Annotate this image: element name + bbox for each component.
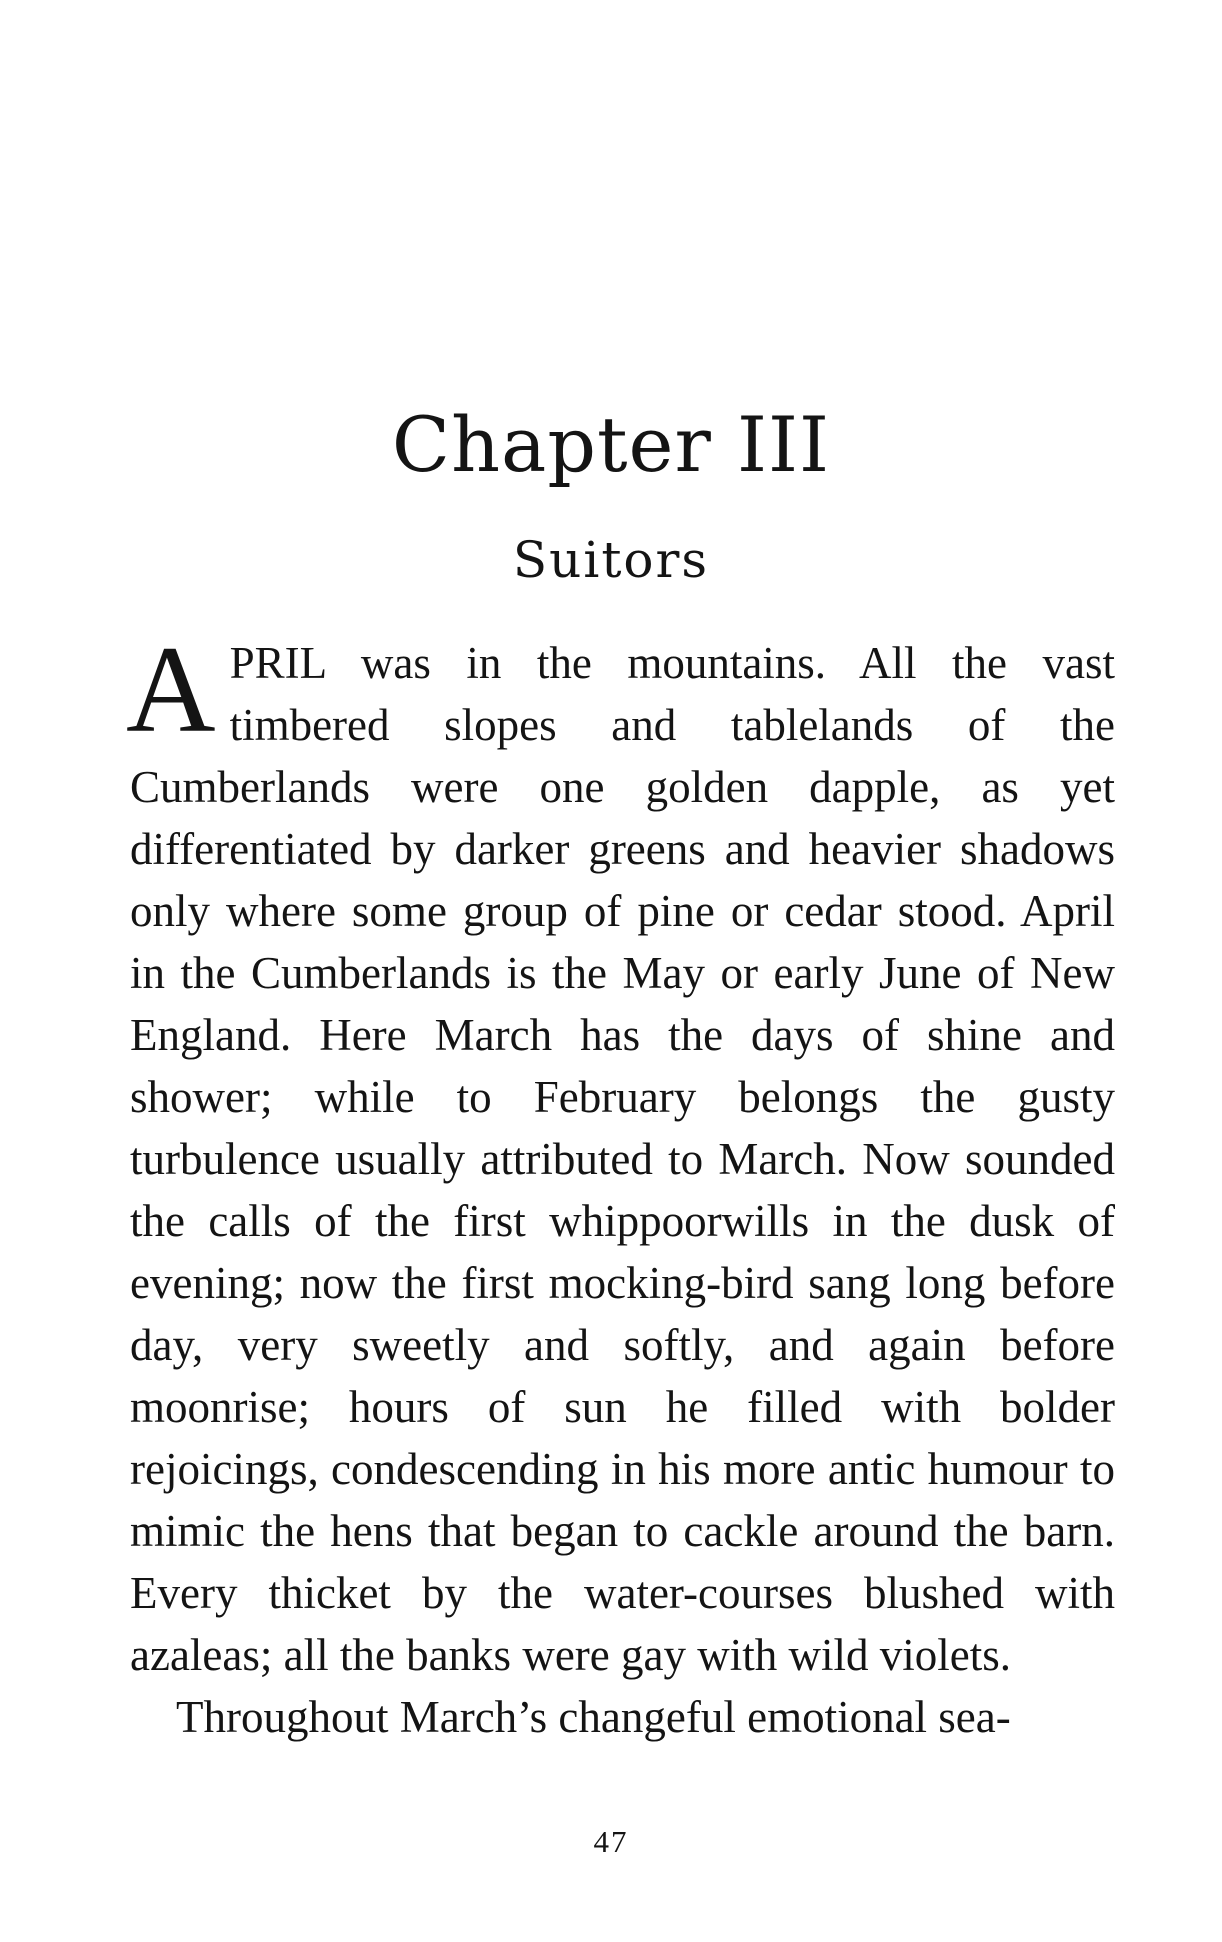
drop-cap: A <box>126 621 216 758</box>
page-number: 47 <box>593 1824 629 1859</box>
paragraph-2: Throughout March’s changeful emotional sea- <box>176 1692 1011 1742</box>
chapter-body <box>126 621 1115 1748</box>
paragraph-1 <box>126 621 1115 1686</box>
chapter-title: Chapter III <box>391 400 831 489</box>
paragraph-1-text: PRIL was in the mountains. All the vast timbered slopes and tablelands of the Cumberlands were one golden dapple, as yet differentiated by darker greens and heavier shadows only where some group of pine or cedar stood. April in the Cumberlands is the May or early June of New England. Here March has the days of shine and shower; while to February belongs the gusty turbulence usually attributed to March. Now sounded the calls of the first whippoorwills in the dusk of evening; now the first mocking-bird sang long before day, very sweetly and softly, and again before moonrise; hours of sun he filled with bolder rejoicings, condescending in his more antic humour to mimic the hens that began to cackle around the barn. Every thicket by the water-courses blushed with azaleas; all the banks were gay with wild violets. <box>130 638 1115 1680</box>
chapter-subtitle: Suitors <box>512 531 710 589</box>
